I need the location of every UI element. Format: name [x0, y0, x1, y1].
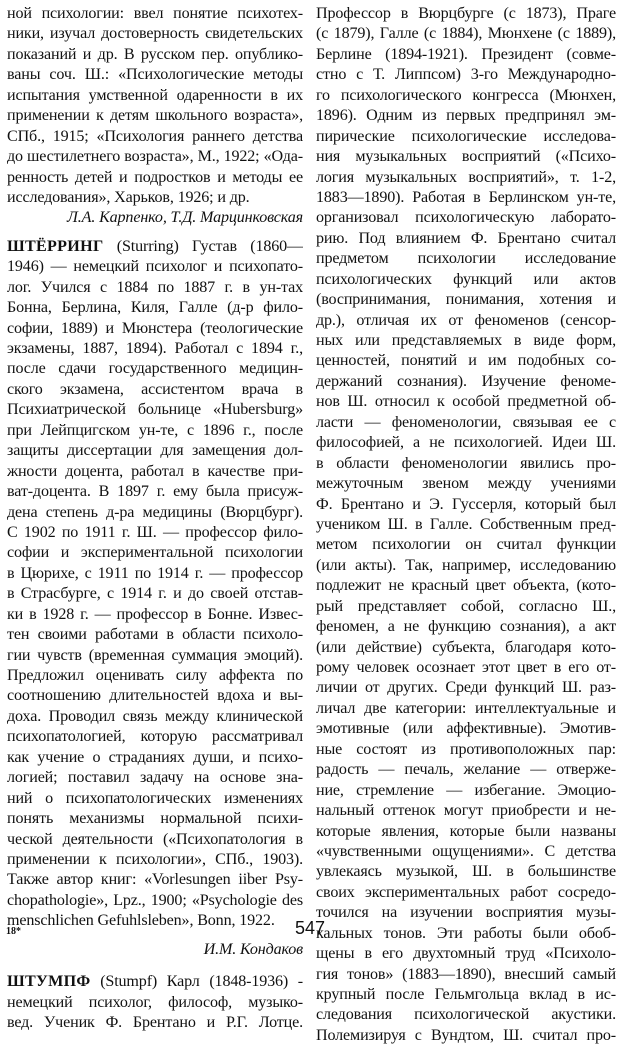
text-line: [316, 1026, 616, 1046]
line-text: menschlichen Gefuhlsleben», Bonn, 1922.: [7, 912, 275, 930]
line-text: ные состоят из противоположных пар:: [316, 740, 616, 758]
line-text: метом психологии он считал функции: [316, 536, 616, 554]
entry-headword: ШТЁРРИНГ: [7, 237, 104, 255]
line-text: (или действие) субъекта, благодаря кото-: [316, 638, 616, 656]
text-line: [316, 985, 616, 1005]
text-line: [7, 45, 303, 65]
line-text: жности доцента, работал в качестве при-: [7, 462, 303, 480]
text-line: [316, 944, 616, 964]
text-line: [316, 106, 616, 126]
line-text: как учение о страданиях души, и психо-: [7, 748, 303, 766]
line-text: ных или представляемых в виде форм,: [316, 332, 616, 349]
line-text: в Цюрихе, с 1911 по 1914 г. — профессор: [7, 564, 303, 582]
text-line: [7, 359, 303, 379]
text-line: [7, 605, 303, 625]
line-text: (воспринимания, понимания, хотения и: [316, 291, 616, 309]
signature-mark: 18*: [6, 926, 21, 937]
text-line: [7, 4, 303, 24]
line-text: защиты диссертации для замещения дол-: [7, 442, 303, 460]
text-line: [316, 842, 616, 862]
text-line: [316, 65, 616, 85]
text-line: [316, 740, 616, 760]
text-line: [316, 372, 616, 392]
text-line: [7, 319, 303, 339]
line-text: СПб., 1915; «Психология раннего детства: [7, 127, 303, 145]
line-text: (с 1879), Галле (с 1884), Мюнхене (с 1889),: [316, 25, 616, 43]
line-text: психологических функций или актов: [316, 270, 616, 288]
text-line: [7, 666, 303, 686]
line-text: (Sturring) Густав (1860—: [103, 237, 303, 255]
line-text: учеником Ш. в Галле. Собственным пред-: [316, 515, 616, 533]
line-text: Л.А. Карпенко, Т.Д. Марцинковская: [67, 209, 303, 227]
text-line: [7, 208, 303, 228]
line-text: Профессор в Вюрцбурге (с 1873), Праге: [316, 5, 616, 22]
text-line: [316, 270, 616, 290]
line-text: (или акты). Так, например, исследованию: [316, 556, 616, 574]
line-text: ренность детей и подростков и методы ее: [7, 168, 303, 186]
text-line: [7, 462, 303, 482]
line-text: понять механизмы нормальной психи-: [7, 810, 303, 828]
text-line: [316, 331, 616, 351]
text-line: [7, 748, 303, 768]
line-text: подлежит не красный цвет объекта, (кото-: [316, 577, 616, 595]
left-column: [7, 4, 303, 1033]
line-text: крупный после Гельмгольца вклад в ис-: [316, 986, 616, 1003]
line-text: Ф. Брентано и Э. Гуссерля, который был: [316, 495, 616, 513]
line-text: философией, а не психологией. Идеи Ш.: [316, 434, 616, 452]
line-text: софии, 1889) и Мюнстера (теологические: [7, 319, 303, 337]
text-line: [7, 727, 303, 747]
text-line: [316, 4, 616, 24]
paragraph-gap: [7, 229, 303, 237]
line-text: рый представляет собой, согласно Ш.,: [316, 597, 616, 615]
text-line: [7, 1013, 303, 1033]
text-line: [7, 278, 303, 298]
text-line: [7, 891, 303, 911]
text-line: [7, 86, 303, 106]
text-line: [7, 646, 303, 666]
text-line: [316, 86, 616, 106]
text-line: [7, 830, 303, 850]
line-text: ческой деятельности («Психопатология в: [7, 830, 303, 848]
text-line: [7, 65, 303, 85]
line-text: ваны соч. Ш.: «Психологические методы: [7, 66, 303, 84]
line-text: логия музыкальных восприятий», т. 1-2,: [316, 168, 616, 186]
line-text: щены в его двухтомный труд «Психоло-: [316, 945, 616, 963]
line-text: ния музыкальных восприятий («Психо-: [316, 148, 616, 166]
text-line: [316, 822, 616, 842]
line-text: дена степень д-ра медицины (Вюрцбург).: [7, 503, 303, 521]
text-line: [316, 311, 616, 331]
text-line: [7, 257, 303, 277]
line-text: Предложил оценивать силу аффекта по: [7, 667, 303, 684]
text-line: [7, 421, 303, 441]
entry-headword: ШТУМПФ: [7, 973, 91, 991]
line-text: соотношению длительностей вдоха и вы-: [7, 687, 303, 705]
text-line: [7, 298, 303, 318]
text-line: [7, 503, 303, 523]
line-text: Психиатрической больнице «Hubersburg»: [7, 401, 303, 419]
line-text: го психологического конгресса (Мюнхен,: [316, 86, 616, 104]
line-text: после сдачи государственного медицин-: [7, 360, 303, 378]
text-line: [316, 556, 616, 576]
text-line: [7, 543, 303, 563]
line-text: рому человек осознает этот цвет в его от-: [316, 659, 616, 676]
text-line: [7, 482, 303, 502]
text-line: [316, 351, 616, 371]
text-line: [316, 719, 616, 739]
line-text: 1883—1890). Работая в Берлинском ун-те,: [316, 188, 616, 206]
text-line: [316, 699, 616, 719]
line-text: лог. Учился с 1884 по 1887 г. в ун-тах: [7, 278, 303, 296]
text-line: [316, 433, 616, 453]
line-text: радость — печаль, желание — отверже-: [316, 761, 616, 779]
line-text: гия тонов» (1883—1890), внесший самый: [316, 965, 616, 983]
line-text: своих экспериментальных работ сосредо-: [316, 883, 616, 901]
text-line: [316, 862, 616, 882]
text-line: [316, 617, 616, 637]
line-text: нальный оттенок могут приобрести и не-: [316, 802, 616, 820]
text-line: [316, 658, 616, 678]
line-text: (Stumpf) Карл (1848-1936) -: [90, 973, 303, 991]
paragraph-gap: [7, 960, 303, 972]
line-text: Также автор книг: «Vorlesungen iiber Psy-: [7, 871, 303, 889]
text-line: [7, 380, 303, 400]
text-line: [7, 24, 303, 44]
text-line: [316, 413, 616, 433]
line-text: до шестилетнего возраста», М., 1922; «Ода-: [7, 148, 303, 166]
line-text: немецкий психолог, философ, музыко-: [7, 993, 303, 1011]
line-text: ний о психопатологических изменениях: [7, 789, 303, 807]
line-text: при Лейпцигском ун-те, с 1896 г., после: [7, 421, 303, 439]
text-line: [7, 400, 303, 420]
line-text: рию. Под влиянием Ф. Брентано считал: [316, 229, 616, 247]
line-text: показаний и др. В русском пер. опублико-: [7, 45, 303, 63]
line-text: С 1902 по 1911 г. Ш. — профессор фило-: [7, 523, 303, 541]
line-text: ского экзамена, ассистентом врача в: [7, 380, 303, 398]
line-text: ласти — феноменологии, связывая ее с: [316, 413, 616, 431]
text-line: [316, 474, 616, 494]
right-column: [316, 4, 616, 1046]
line-text: доха. Проводил связь между клинической: [7, 707, 303, 725]
line-text: ники, изучал достоверность свидетельских: [7, 25, 303, 43]
text-line: [7, 523, 303, 543]
line-text: держаний сознания). Изучение феноме-: [316, 372, 616, 390]
line-text: 1896). Одним из первых предпринял эм-: [316, 107, 616, 125]
line-text: предметом психологии исследование: [316, 250, 616, 268]
line-text: кальных тонов. Эти работы были обоб-: [316, 924, 616, 942]
line-text: вед. Ученик Ф. Брентано и Р.Г. Лотце.: [7, 1014, 303, 1031]
text-line: [7, 147, 303, 167]
line-text: следования психологической акустики.: [316, 1006, 616, 1024]
text-line: [7, 768, 303, 788]
line-text: применении к детям школьного возраста»,: [7, 107, 303, 125]
line-text: ки в 1928 г. — профессор в Бонне. Извес-: [7, 605, 303, 623]
text-line: [316, 24, 616, 44]
text-line: [316, 45, 616, 65]
line-text: феномен, а не функцию сознания), а акт: [316, 618, 616, 636]
text-line: [7, 188, 303, 208]
text-line: [7, 441, 303, 461]
text-line: [316, 576, 616, 596]
text-line: [7, 168, 303, 188]
line-text: организовал психологическую лаборато-: [316, 209, 616, 227]
page-number: 547: [294, 918, 326, 938]
line-text: эмотивные (или аффективные). Эмотив-: [316, 720, 616, 738]
text-line: [316, 638, 616, 658]
line-text: пирические психологические исследова-: [316, 127, 616, 145]
text-line: [316, 781, 616, 801]
text-line: [316, 147, 616, 167]
line-text: применении к психологии», СПб., 1903).: [7, 850, 303, 868]
line-text: в области феноменологии явились про-: [316, 454, 616, 472]
line-text: нов Ш. относил к особой предметной об-: [316, 393, 616, 411]
line-text: стно с Т. Липпсом) 3-го Международно-: [316, 66, 616, 84]
line-text: 1946) — немецкий психолог и психопато-: [7, 258, 303, 276]
line-text: личал две категории: интеллектуальные и: [316, 699, 616, 717]
text-line: [7, 870, 303, 890]
line-text: ние, стремление — избегание. Эмоцио-: [316, 781, 616, 799]
text-line: [7, 707, 303, 727]
text-line: [316, 801, 616, 821]
text-line: [316, 760, 616, 780]
text-line: [316, 495, 616, 515]
text-line: [316, 597, 616, 617]
line-text: chopathologie», Lpz., 1900; «Psychologie des: [7, 891, 303, 909]
line-text: точился на изучении восприятия музы-: [316, 904, 616, 922]
text-line: [7, 106, 303, 126]
text-line: [7, 850, 303, 870]
text-line: [316, 883, 616, 903]
line-text: межуточным звеном между учениями: [316, 475, 616, 493]
line-text: психопатологией, которую рассматривал: [7, 728, 303, 746]
line-text: ват-доцента. В 1897 г. ему была присуж-: [7, 483, 303, 501]
line-text: «чувственными ощущениями». С детства: [316, 842, 616, 860]
text-line: [316, 535, 616, 555]
text-line: [316, 392, 616, 412]
line-text: ценностей, понятий и им подобных со-: [316, 352, 616, 370]
line-text: И.М. Кондаков: [203, 940, 303, 958]
text-line: [316, 1005, 616, 1025]
line-text: увлекаясь музыкой, Ш. в большинстве: [316, 863, 616, 881]
text-line: [7, 625, 303, 645]
text-line: [316, 127, 616, 147]
text-line: [7, 339, 303, 359]
line-text: Полемизируя с Вундтом, Ш. считал про-: [316, 1026, 616, 1044]
text-line: [316, 249, 616, 269]
line-text: испытания умственной одаренности в их: [7, 86, 303, 104]
line-text: Берлине (1894-1921). Президент (совме-: [316, 45, 616, 63]
text-line: [7, 972, 303, 992]
line-text: др.), отличая их от феноменов (сенсор-: [316, 311, 616, 329]
line-text: личии от других. Среди функций Ш. раз-: [316, 679, 616, 697]
line-text: Бонна, Берлина, Киля, Галле (д-р фило-: [7, 299, 303, 317]
text-line: [7, 789, 303, 809]
text-line: [7, 993, 303, 1013]
text-line: [7, 237, 303, 257]
text-line: [316, 168, 616, 188]
line-text: которые явления, которые были названы: [316, 822, 616, 840]
line-text: софии и экспериментальной психологии: [7, 544, 303, 562]
line-text: гии чувств (временная суммация эмоций).: [7, 646, 303, 664]
text-line: [7, 564, 303, 584]
text-line: [316, 290, 616, 310]
text-line: [7, 127, 303, 147]
line-text: в Страсбурге, с 1914 г. и до своей отстав-: [7, 585, 303, 603]
text-line: [316, 454, 616, 474]
text-line: [7, 584, 303, 604]
text-line: [316, 229, 616, 249]
line-text: экзамены, 1887, 1894). Работал с 1894 г.,: [7, 340, 303, 357]
text-line: [316, 208, 616, 228]
text-line: [316, 515, 616, 535]
line-text: логией; поставил задачу на основе зна-: [7, 769, 303, 787]
text-line: [316, 965, 616, 985]
line-text: тен своими работами в области психоло-: [7, 626, 303, 644]
text-line: [316, 678, 616, 698]
line-text: ной психологии: ввел понятие психотех-: [7, 5, 303, 22]
text-line: [316, 188, 616, 208]
line-text: исследования», Харьков, 1926; и др.: [7, 188, 250, 206]
text-line: [7, 809, 303, 829]
text-line: [7, 686, 303, 706]
